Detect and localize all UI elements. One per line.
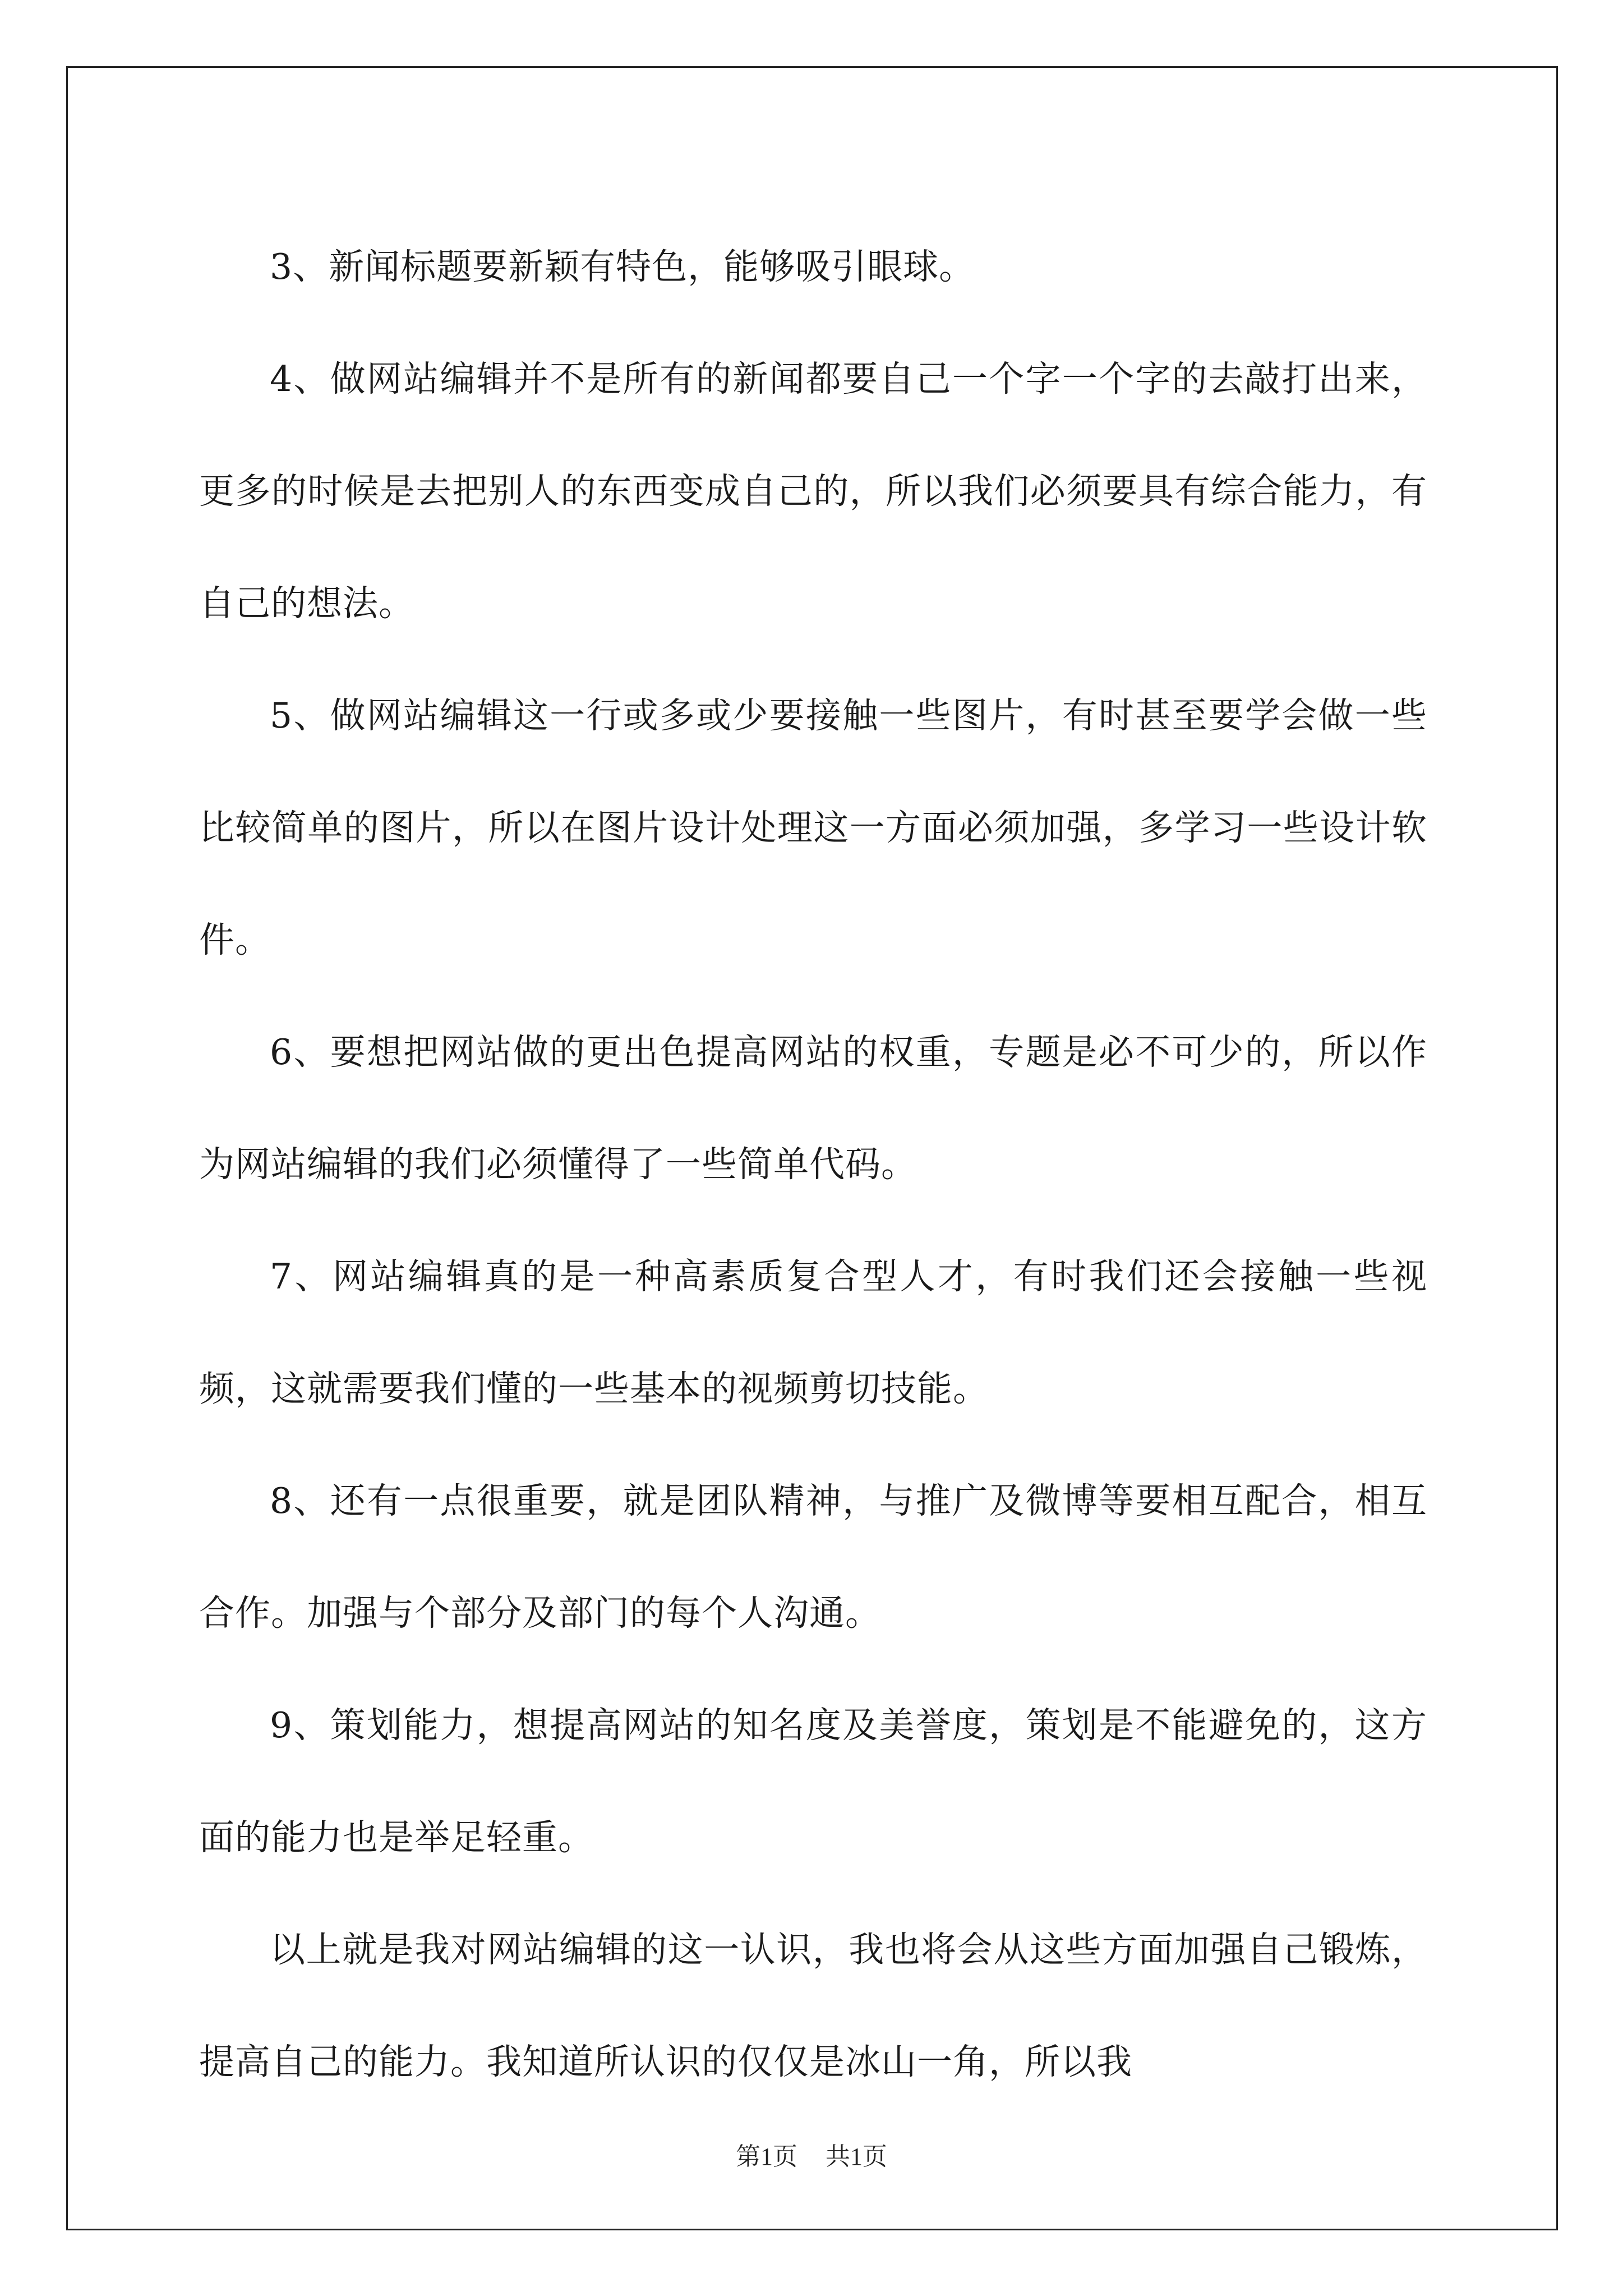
page-number-total: 共1页 xyxy=(826,2143,887,2170)
paragraph-item-6: 6、要想把网站做的更出色提高网站的权重，专题是必不可少的，所以作为网站编辑的我们必须懂得了一些简单代码。 xyxy=(199,1032,1427,1185)
paragraph-item-8: 8、还有一点很重要，就是团队精神，与推广及微博等要相互配合，相互合作。加强与个部分及部门的每个人沟通。 xyxy=(199,1480,1427,1634)
paragraph-item-7: 7、网站编辑真的是一种高素质复合型人才，有时我们还会接触一些视频，这就需要我们懂的一些基本的视频剪切技能。 xyxy=(199,1256,1427,1409)
paragraph-conclusion: 以上就是我对网站编辑的这一认识，我也将会从这些方面加强自己锻炼，提高自己的能力。我知道所认识的仅仅是冰山一角，所以我 xyxy=(199,1929,1427,2082)
paragraph-item-9: 9、策划能力，想提高网站的知名度及美誉度，策划是不能避免的，这方面的能力也是举足轻重。 xyxy=(199,1705,1427,1858)
paragraph-item-3: 3、新闻标题要新颖有特色，能够吸引眼球。 xyxy=(270,246,975,287)
paragraph-item-5: 5、做网站编辑这一行或多或少要接触一些图片，有时甚至要学会做一些比较简单的图片，所以在图片设计处理这一方面必须加强，多学习一些设计软件。 xyxy=(199,695,1427,960)
paragraph-item-4: 4、做网站编辑并不是所有的新闻都要自己一个字一个字的去敲打出来，更多的时候是去把别人的东西变成自己的，所以我们必须要具有综合能力，有自己的想法。 xyxy=(199,358,1427,624)
page-footer xyxy=(0,2136,1623,2172)
page-number-current: 第1页 xyxy=(736,2143,797,2170)
document-body xyxy=(199,211,1427,2118)
